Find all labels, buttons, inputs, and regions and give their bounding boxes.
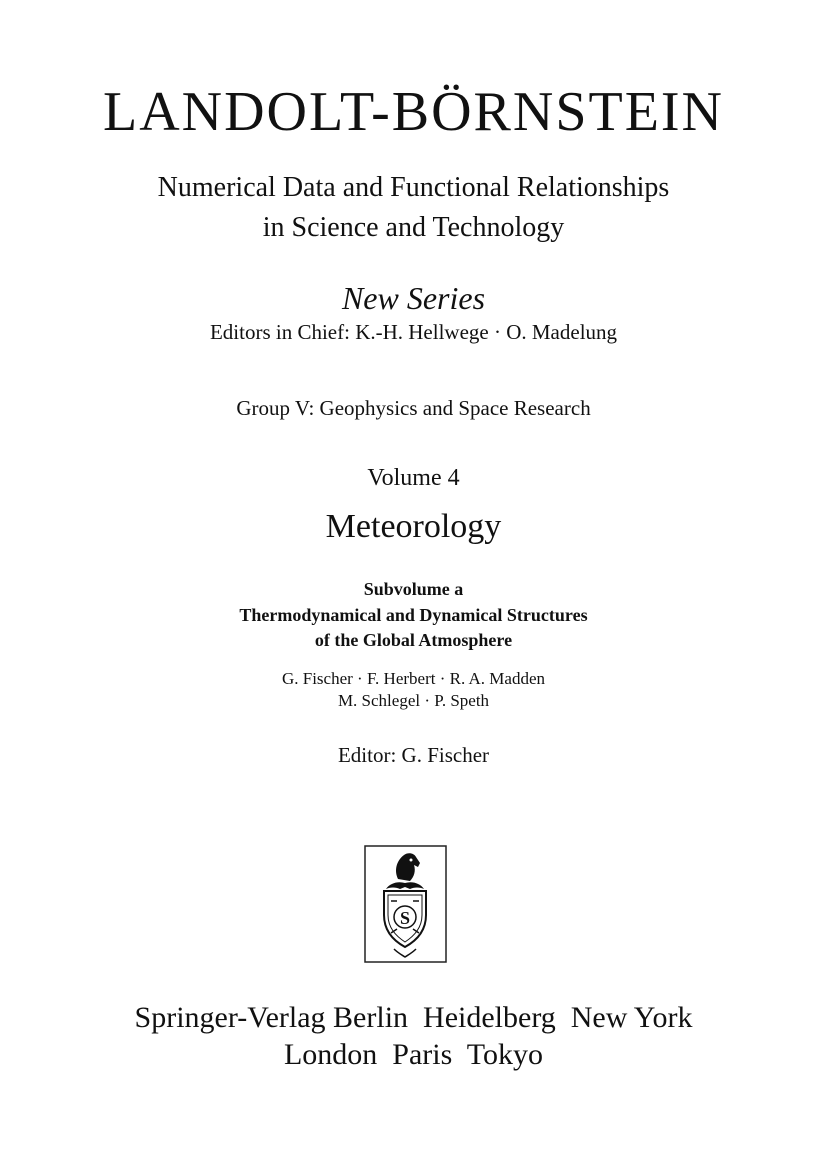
publisher-locations-line2: London Paris Tokyo [283, 1038, 543, 1071]
new-series-label: New Series [341, 280, 486, 316]
series-subtitle-line1: Numerical Data and Functional Relationships [157, 172, 670, 203]
book-series-title: LANDOLT-BÖRNSTEIN [103, 81, 724, 143]
subvolume-title-line2: of the Global Atmosphere [314, 630, 513, 650]
volume-topic: Meteorology [325, 508, 502, 545]
authors-line1: G. Fischer · F. Herbert · R. A. Madden [281, 669, 546, 688]
volume-label: Volume 4 [367, 465, 460, 491]
editors-in-chief: Editors in Chief: K.-H. Hellwege · O. Madelung [209, 320, 618, 344]
subvolume-label: Subvolume a [363, 579, 464, 599]
springer-knight-logo-icon [364, 845, 447, 963]
group-heading: Group V: Geophysics and Space Research [236, 396, 591, 420]
subvolume-title-line1: Thermodynamical and Dynamical Structures [239, 605, 588, 625]
volume-editor: Editor: G. Fischer [337, 743, 490, 767]
series-subtitle-line2: in Science and Technology [262, 212, 565, 243]
svg-text:S: S [399, 908, 411, 928]
authors-line2: M. Schlegel · P. Speth [337, 691, 490, 710]
publisher-locations-line1: Springer-Verlag Berlin Heidelberg New York [134, 1001, 693, 1034]
